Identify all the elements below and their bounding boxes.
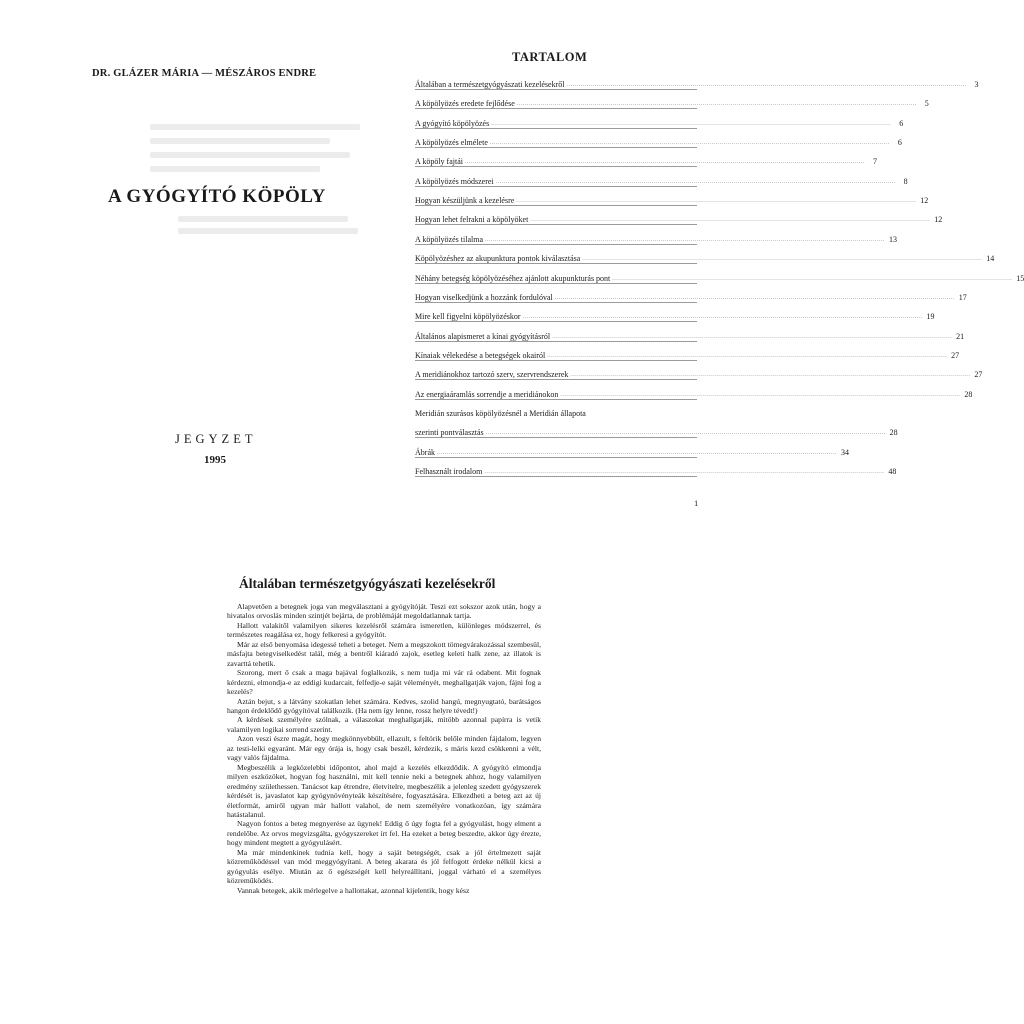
toc-entry-label: Felhasznált irodalom <box>415 467 483 476</box>
toc-entry-page: 12 <box>920 196 929 206</box>
toc-entry <box>415 423 898 438</box>
toc-entry <box>415 133 902 148</box>
toc-entry <box>415 288 967 303</box>
toc-entry-page: 28 <box>889 428 898 438</box>
toc-entry-page: 14 <box>986 254 995 264</box>
chapter-paragraph: Megbeszélik a legközelebbi időpontot, ahol majd a kezelés elkezdődik. A gyógyító elmondja milyen eszközöket, hogyan fog használni, mit kell tennie neki a betegnek ahhoz, hogy valamilyen eredmény születhessen. Tanácsot kap étrendre, életvitelre, megbeszélik a jelenleg szedett gyógyszerek kérdését is, javaslatot kap gyógynövényteák készítésére, fogyasztására. Elkezdheti a beteg azt az új életformát, amiről ugyan már hallott valahol, de nem személyére vonatkozóan, így számára hatástalanul. <box>227 762 541 819</box>
toc-entry-label: Hogyan viselkedjünk a hozzánk fordulóval <box>415 292 553 302</box>
toc-leader-dots: ........................................................................................................................................................................................................ <box>495 178 896 185</box>
chapter-paragraph: Már az első benyomása idegessé teheti a beteget. Nem a megszokott tömegvárakozással szembesül, másfajta betegviselkedést talál, még a bentről kiáradó zajok, esetleg keleti halk zene, az illatok is zavarttá tehetik. <box>227 639 541 668</box>
toc-entry-page: 27 <box>974 370 983 380</box>
chapter-body <box>227 602 541 895</box>
toc-leader-dots: ........................................................................................................................................................................................................ <box>489 140 890 147</box>
toc-leader-dots: ........................................................................................................................................................................................................ <box>554 294 955 301</box>
toc-leader-dots: ........................................................................................................................................................................................................ <box>566 82 967 88</box>
bleed-through-line <box>150 152 350 158</box>
toc-leader-dots: ........................................................................................................................................................................................................ <box>552 333 953 340</box>
toc-entry <box>415 114 904 129</box>
toc-entry <box>415 210 943 225</box>
toc-entry-label: Kínaiak vélekedése a betegségek okairól <box>415 350 546 360</box>
toc-leader-dots: ........................................................................................................................................................................................................ <box>485 236 885 243</box>
toc-entry-label: A gyógyító köpölyözés <box>415 118 490 128</box>
toc-entry-page: 15 <box>1016 273 1024 283</box>
chapter-paragraph: Alapvetően a betegnek joga van megválasztani a gyógyítóját. Teszi ezt sokszor azok után, hogy a hivatalos orvoslás minden szintjét bejárta, de problémáját megoldatlannak tartja. <box>227 602 541 621</box>
chapter-paragraph: Nagyon fontos a beteg megnyerése az ügynek! Eddig ő úgy fogta fel a gyógyulást, hogy elment a rendelőbe. Az orvos megvizsgálta, gyógyszereket írt fel. Ha ezeket a beteg beszedte, akkor úgy érezte, hogy mindent megtett a gyógyulásért. <box>227 819 541 848</box>
toc-entry <box>415 152 877 167</box>
toc-leader-dots: ........................................................................................................................................................................................................ <box>491 120 892 127</box>
toc-entry-label: Általános alapismeret a kínai gyógyításról <box>415 331 551 341</box>
toc-leader-dots: ........................................................................................................................................................................................................ <box>516 198 917 205</box>
toc-entry <box>415 404 697 418</box>
toc-entry <box>415 443 849 458</box>
toc-leader-dots: ........................................................................................................................................................................................................ <box>530 217 931 224</box>
chapter-paragraph: Szorong, mert ő csak a maga bajával foglalkozik, s nem tudja mi vár rá odabent. Mit fognak kérdezni, elmondja-e az eddigi kudarcait, felfedje-e saját véleményét, meghallgatják vajon, fájni fog a kezelés? <box>227 668 541 697</box>
chapter-paragraph: A kérdések személyére szólnak, a válaszokat meghallgatják, mitöbb azonnal papírra is vetik valamilyen logikai sorrend szerint. <box>227 715 541 734</box>
chapter-paragraph: Ma már mindenkinek tudnia kell, hogy a saját betegségét, csak a jól értelmezett saját közreműködéssel van mód meggyógyítani. A beteg akarata és jól felfogott érdeke nélkül kicsi a gyógyulás esélye. Miután az ő egészségét kell helyreállítani, joggal várható el a személyes közreműködés. <box>227 847 541 886</box>
book-title: A GYÓGYÍTÓ KÖPÖLY <box>108 186 326 207</box>
toc-entry-label: Néhány betegség köpölyözéséhez ajánlott akupunkturás pont <box>415 273 611 283</box>
toc-leader-dots: ........................................................................................................................................................................................................ <box>522 314 923 321</box>
toc-entry-label: Az energiaáramlás sorrendje a meridiánokon <box>415 389 559 399</box>
toc-entry-label: Hogyan lehet felrakni a köpölyöket <box>415 215 529 225</box>
toc-leader-dots: ........................................................................................................................................................................................................ <box>560 391 961 398</box>
toc-entry <box>415 249 995 264</box>
toc-entry-label: A meridiánokhoz tartozó szerv, szervrendszerek <box>415 370 569 380</box>
toc-entry <box>415 269 1024 284</box>
toc-entry-label: Ábrák <box>415 447 435 457</box>
bleed-through-line <box>150 138 330 144</box>
toc-entry-label: szerinti pontválasztás <box>415 428 484 438</box>
toc-entry-page: 13 <box>889 234 897 244</box>
toc-leader-dots: ........................................................................................................................................................................................................ <box>465 159 865 166</box>
publication-type: JEGYZET <box>175 432 257 446</box>
toc-entry-page: 6 <box>897 138 902 148</box>
toc-entry-page: 3 <box>974 80 979 89</box>
toc-leader-dots: ........................................................................................................................................................................................................ <box>437 449 837 456</box>
toc-leader-dots: ........................................................................................................................................................................................................ <box>484 469 885 475</box>
bleed-through-line <box>150 166 320 172</box>
toc-entry-label: Hogyan készüljünk a kezelésre <box>415 196 515 206</box>
toc-entry-label: A köpölyözés tilalma <box>415 234 483 244</box>
toc-entry-label: A köpölyözés módszerei <box>415 176 494 186</box>
toc-entry <box>415 230 897 245</box>
toc-entry <box>415 365 983 380</box>
toc-entry-page: 48 <box>888 467 897 476</box>
toc-entry-label: A köpölyözés eredete fejlődése <box>415 99 515 109</box>
publication-year: 1995 <box>204 454 226 466</box>
toc-entry <box>415 191 929 206</box>
toc-entry-page: 17 <box>958 292 967 302</box>
toc-leader-dots: ........................................................................................................................................................................................................ <box>516 101 917 108</box>
bleed-through-line <box>178 216 348 222</box>
toc-entry <box>415 327 965 342</box>
toc-leader-dots: ........................................................................................................................................................................................................ <box>547 352 948 359</box>
toc-entry-page: 8 <box>903 176 908 186</box>
toc-entry <box>415 346 960 361</box>
toc-entry-page: 19 <box>926 312 935 322</box>
toc-entry <box>415 75 979 90</box>
toc-entry-page: 28 <box>964 389 973 399</box>
chapter-paragraph: Azon veszi észre magát, hogy megkönnyebbült, ellazult, s feltörik belőle minden fájdalom, legyen az testi-lelki egyaránt. Már egy órája is, hogy csak beszél, kérdezik, s máris kezd csökkenni a vélt, vagy valós fájdalma. <box>227 734 541 763</box>
book-authors: DR. GLÁZER MÁRIA — MÉSZÁROS ENDRE <box>92 68 317 79</box>
toc-leader-dots: ........................................................................................................................................................................................................ <box>485 430 886 437</box>
page-number: 1 <box>694 498 699 508</box>
chapter-paragraph: Vannak betegek, akik mérlegelve a hallottakat, azonnal kijelentik, hogy kész <box>237 885 470 895</box>
toc-entry <box>415 307 935 322</box>
toc-entry <box>415 462 897 477</box>
toc-title: TARTALOM <box>512 50 588 64</box>
toc-entry <box>415 94 929 109</box>
toc-entry-page: 21 <box>956 331 965 341</box>
toc-entry-label: Mire kell figyelni köpölyözéskor <box>415 312 521 322</box>
toc-entry-page: 12 <box>934 215 943 225</box>
toc-entry-page: 27 <box>951 350 960 360</box>
toc-entry <box>415 385 973 400</box>
toc-leader-dots: ........................................................................................................................................................................................................ <box>582 256 983 263</box>
toc-entry-label: A köpöly fajtái <box>415 157 463 167</box>
toc-entry-label: Általában a természetgyógyászati kezelésekről <box>415 80 565 89</box>
chapter-paragraph: Hallott valakitől valamilyen sikeres kezelésről számára ismeretlen, különleges módszerrel, és természetes reagálása ez, hogy felkeresi a gyógyítót. <box>227 620 541 640</box>
toc-entry-label: Köpölyözéshez az akupunktura pontok kiválasztása <box>415 254 581 264</box>
bleed-through-line <box>150 124 360 130</box>
chapter-paragraph: Aztán bejut, s a látvány szokatlan lehet számára. Kedves, szolid hangú, megnyugtató, barátságos hangon érdeklődő gyógyítóval találkozik. (Ha nem így lenne, rossz helyre tévedt!) <box>227 696 541 715</box>
toc-entry-page: 34 <box>841 447 849 457</box>
toc-entry-page: 5 <box>924 99 929 109</box>
toc-leader-dots: ........................................................................................................................................................................................................ <box>612 275 1013 282</box>
toc-entry <box>415 172 908 187</box>
toc-entry-page: 7 <box>873 157 877 167</box>
page-two <box>0 540 768 1024</box>
toc-entry-label: Meridián szurásos köpölyözésnél a Meridián állapota <box>415 408 586 418</box>
toc-entry-page: 6 <box>899 118 904 128</box>
toc-entry-label: A köpölyözés elmélete <box>415 138 488 148</box>
bleed-through-line <box>178 228 358 234</box>
toc-leader-dots: ........................................................................................................................................................................................................ <box>570 372 971 379</box>
chapter-title: Általában természetgyógyászati kezelésekről <box>239 576 496 591</box>
